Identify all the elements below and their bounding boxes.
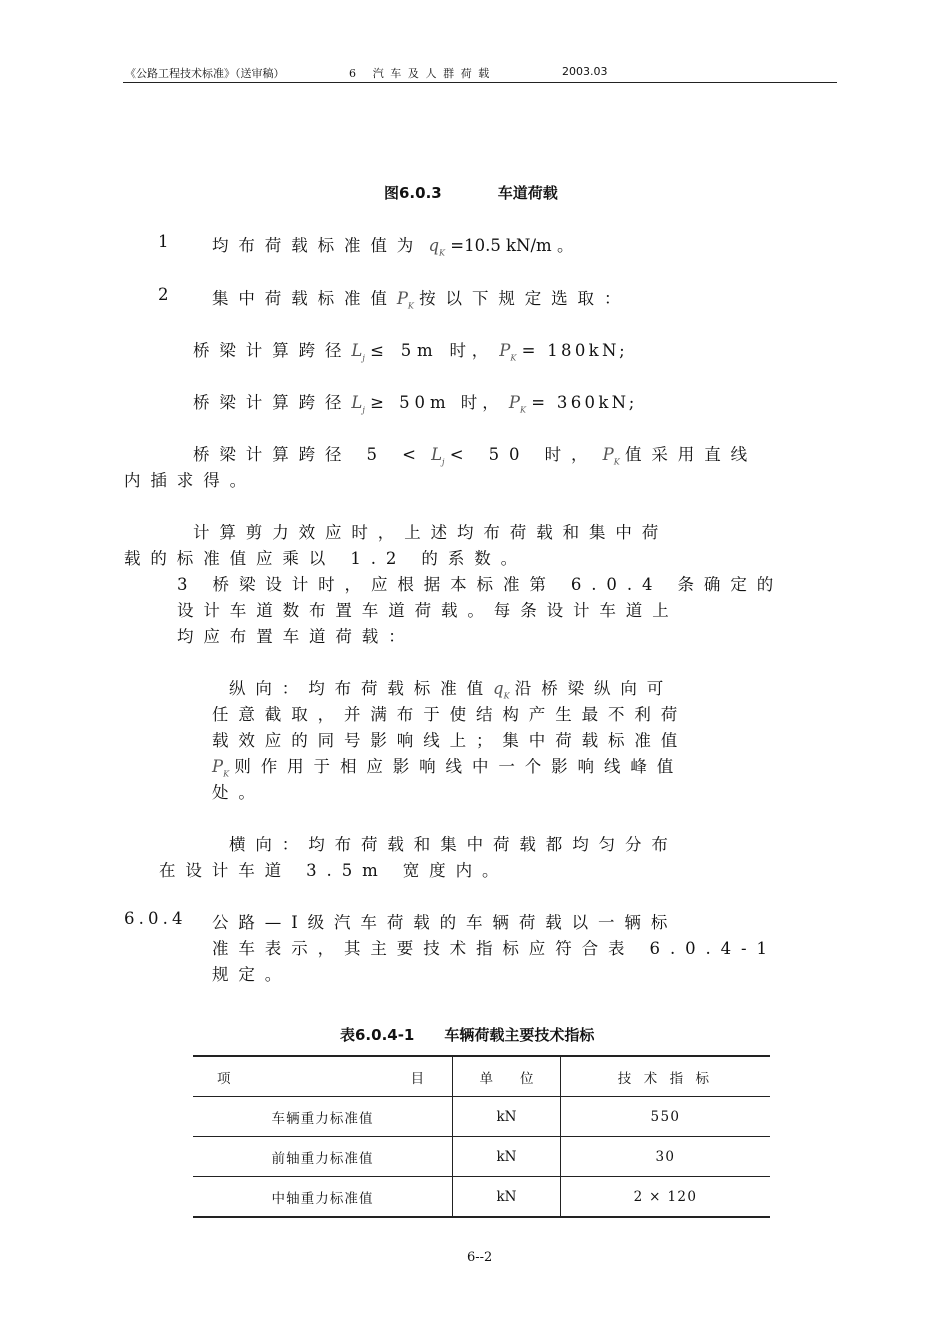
table-row: 中轴重力标准值 kN 2 × 120	[193, 1177, 770, 1218]
transverse-line-1: 横向：均布荷载和集中荷载都均匀分布	[229, 835, 678, 854]
case-3-line: 桥梁计算跨径 $5 < L_j < 50$ 时， $P_K$ 值采用直线	[193, 445, 757, 467]
figure-number: 图6.0.3	[384, 184, 442, 202]
item-1-line	[212, 232, 573, 257]
l-j-symbol: $L_j$	[351, 393, 365, 415]
longitudinal-line-4: $P_K$ 则作用于相应影响线中一个影响线峰值	[212, 757, 684, 779]
item-1-value: =10.5 kN/m 。	[450, 236, 574, 255]
p-k-symbol: $P_K$	[508, 393, 527, 415]
case-3-continuation: 内插求得。	[124, 471, 256, 490]
case-2-line: 桥梁计算跨径$L_j \ge 50m$ 时， $P_K = 360kN$;	[193, 393, 638, 415]
q-k-symbol: $q_K$	[428, 236, 445, 258]
p-k-symbol: $P_K$	[212, 757, 230, 779]
item-3-line-1: 3 桥梁设计时，应根据本标准第 6.0.4 条确定的	[177, 575, 784, 594]
header-book-title: 《公路工程技术标准》（送审稿）	[125, 67, 285, 80]
p-k-symbol: $P_K$	[396, 289, 414, 311]
table-caption	[340, 1024, 594, 1045]
longitudinal-line-2: 任意截取，并满布于使结构产生最不利荷	[212, 705, 688, 724]
section-6-0-4-number: 6.0.4	[124, 909, 187, 928]
shear-line-1: 计算剪力效应时，上述均布荷载和集中荷	[193, 523, 669, 542]
page-number: 6--2	[467, 1250, 493, 1265]
header-chapter: 6 汽车及人群荷载	[349, 67, 496, 80]
item-2-line	[212, 285, 630, 310]
l-j-symbol: $L_j$	[351, 341, 365, 363]
transverse-line-2: 在设计车道 3.5m 宽度内。	[159, 861, 509, 880]
p-k-symbol: $P_K$	[499, 341, 517, 363]
item-3-line-2: 设计车道数布置车道荷载。每条设计车道上	[177, 601, 679, 620]
longitudinal-line-3: 载效应的同号影响线上；集中荷载标准值	[212, 731, 688, 750]
header-item: 项 目	[193, 1056, 453, 1097]
longitudinal-line-5: 处。	[212, 783, 265, 802]
page-header	[123, 62, 837, 83]
case-1-line: 桥梁计算跨径$L_j \le 5m$ 时， $P_K = 180kN$;	[193, 341, 628, 363]
table-row: 车辆重力标准值 kN 550	[193, 1097, 770, 1137]
item-1-text: 均布荷载标准值为	[212, 236, 424, 255]
longitudinal-line-1: 纵向：均布荷载标准值$q_K$ 沿桥梁纵向可	[229, 679, 674, 701]
l-j-symbol: $L_j$	[431, 445, 445, 467]
p-k-symbol: $P_K$	[602, 445, 620, 467]
shear-line-2: 载的标准值应乘以 1.2 的系数。	[124, 549, 528, 568]
figure-title: 车道荷载	[497, 184, 558, 202]
table-title: 车辆荷载主要技术指标	[444, 1026, 595, 1044]
header-value: 技 术 指 标	[560, 1056, 770, 1097]
item-1-number: 1	[158, 232, 169, 251]
section-6-0-4-line-2: 准车表示，其主要技术指标应符合表 6.0.4-1	[212, 939, 777, 958]
table-row: 前轴重力标准值 kN 30	[193, 1137, 770, 1177]
q-k-symbol: $q_K$	[493, 679, 510, 701]
item-2-number: 2	[158, 285, 169, 304]
header-date: 2003.03	[562, 65, 608, 78]
figure-caption	[384, 182, 558, 203]
table-number: 表6.0.4-1	[340, 1026, 415, 1044]
section-6-0-4-line-3: 规定。	[212, 965, 292, 984]
item-3-line-3: 均应布置车道荷载：	[177, 627, 415, 646]
header-unit: 单 位	[453, 1056, 561, 1097]
item-2-text: 集中荷载标准值	[212, 289, 397, 308]
table-header-row	[193, 1056, 770, 1097]
spec-table	[193, 1055, 770, 1218]
section-6-0-4-line-1: 公路—Ⅰ级汽车荷载的车辆荷载以一辆标	[212, 913, 678, 932]
item-2-tail: 按以下规定选取：	[419, 289, 631, 308]
